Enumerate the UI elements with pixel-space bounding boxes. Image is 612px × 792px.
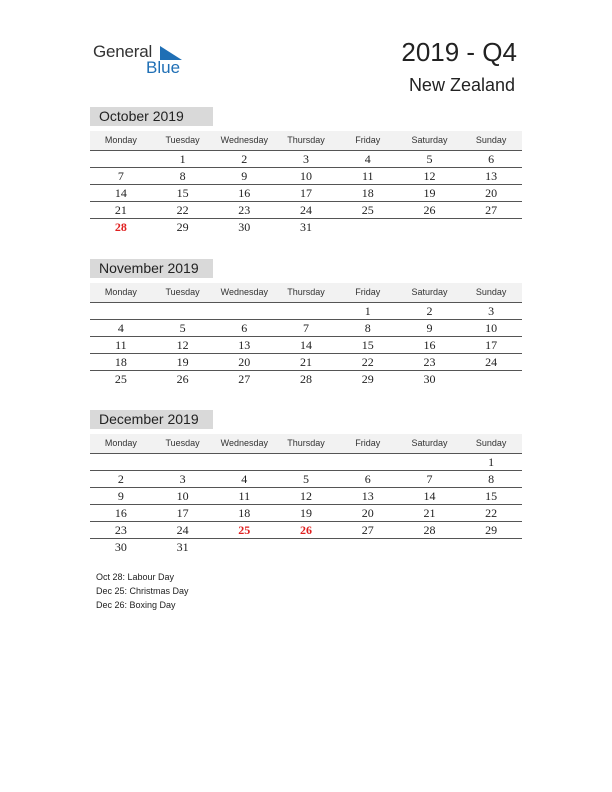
empty-day-cell <box>460 219 522 235</box>
empty-day-cell <box>90 303 152 319</box>
day-cell: 14 <box>423 489 436 503</box>
day-cell: 23 <box>423 355 436 369</box>
empty-day-cell <box>460 371 522 387</box>
day-cell: 19 <box>300 506 313 520</box>
day-cell: 18 <box>114 355 127 369</box>
weekday-label: Tuesday <box>165 287 200 297</box>
day-cell: 8 <box>488 472 495 486</box>
empty-day-cell <box>337 454 399 470</box>
day-cell: 21 <box>300 355 313 369</box>
month-december <box>90 410 522 555</box>
day-cell: 1 <box>488 455 495 469</box>
day-cell: 29 <box>176 220 189 234</box>
day-cell: 26 <box>423 203 436 217</box>
week-row <box>90 522 522 539</box>
holiday-day-cell: 26 <box>300 523 313 537</box>
day-cell: 17 <box>485 338 498 352</box>
day-cell: 2 <box>117 472 124 486</box>
day-cell: 16 <box>238 186 251 200</box>
day-cell: 15 <box>176 186 189 200</box>
weekday-label: Sunday <box>475 438 507 448</box>
day-cell: 18 <box>361 186 374 200</box>
day-cell: 12 <box>176 338 189 352</box>
weekday-label: Wednesday <box>220 287 268 297</box>
day-cell: 9 <box>426 321 433 335</box>
day-cell: 31 <box>176 540 189 554</box>
day-cell: 2 <box>241 152 248 166</box>
empty-day-cell <box>275 539 337 555</box>
week-row <box>90 168 522 185</box>
day-cell: 22 <box>361 355 374 369</box>
weekday-header <box>90 434 522 454</box>
day-cell: 5 <box>426 152 433 166</box>
day-cell: 29 <box>485 523 498 537</box>
empty-day-cell <box>152 454 214 470</box>
day-cell: 5 <box>179 321 186 335</box>
month-november <box>90 259 522 387</box>
week-row <box>90 219 522 235</box>
day-cell: 21 <box>423 506 436 520</box>
empty-day-cell <box>460 539 522 555</box>
month-october <box>90 107 522 235</box>
empty-day-cell <box>337 219 399 235</box>
day-cell: 25 <box>361 203 374 217</box>
day-cell: 6 <box>488 152 495 166</box>
day-cell: 14 <box>114 186 127 200</box>
day-cell: 8 <box>364 321 371 335</box>
day-cell: 6 <box>364 472 371 486</box>
empty-day-cell <box>90 454 152 470</box>
day-cell: 30 <box>423 372 436 386</box>
month-title: November 2019 <box>90 259 213 278</box>
logo-blue-text: Blue <box>146 58 181 77</box>
empty-day-cell <box>275 454 337 470</box>
logo-general-text: General <box>93 42 153 61</box>
page-title: 2019 - Q4 <box>401 37 517 67</box>
day-cell: 8 <box>179 169 186 183</box>
day-cell: 24 <box>485 355 498 369</box>
week-row <box>90 151 522 168</box>
empty-day-cell <box>213 539 275 555</box>
day-cell: 29 <box>361 372 374 386</box>
day-cell: 4 <box>117 321 124 335</box>
week-row <box>90 303 522 320</box>
weekday-label: Monday <box>104 135 137 145</box>
weekday-label: Thursday <box>287 438 325 448</box>
holiday-day-cell: 28 <box>114 220 127 234</box>
month-title: December 2019 <box>90 410 213 429</box>
day-cell: 27 <box>485 203 498 217</box>
day-cell: 11 <box>115 338 127 352</box>
day-cell: 15 <box>485 489 498 503</box>
weekday-label: Saturday <box>411 287 448 297</box>
day-cell: 31 <box>300 220 313 234</box>
day-cell: 7 <box>426 472 433 486</box>
month-grid <box>90 303 522 387</box>
week-row <box>90 454 522 471</box>
country-name: New Zealand <box>408 75 515 95</box>
day-cell: 12 <box>423 169 436 183</box>
day-cell: 30 <box>238 220 251 234</box>
day-cell: 13 <box>361 489 374 503</box>
empty-day-cell <box>399 539 461 555</box>
day-cell: 27 <box>361 523 374 537</box>
day-cell: 24 <box>176 523 189 537</box>
day-cell: 20 <box>361 506 374 520</box>
day-cell: 20 <box>238 355 251 369</box>
day-cell: 9 <box>117 489 124 503</box>
day-cell: 12 <box>300 489 313 503</box>
day-cell: 3 <box>179 472 186 486</box>
weekday-label: Monday <box>104 287 137 297</box>
day-cell: 20 <box>485 186 498 200</box>
week-row <box>90 471 522 488</box>
weekday-label: Friday <box>355 135 381 145</box>
day-cell: 17 <box>300 186 313 200</box>
day-cell: 10 <box>300 169 313 183</box>
holiday-note: Oct 28: Labour Day <box>96 572 175 582</box>
month-grid <box>90 454 522 555</box>
day-cell: 19 <box>176 355 189 369</box>
day-cell: 28 <box>300 372 313 386</box>
week-row <box>90 354 522 371</box>
day-cell: 3 <box>303 152 310 166</box>
generalblue-logo <box>93 42 193 78</box>
day-cell: 27 <box>238 372 251 386</box>
empty-day-cell <box>213 303 275 319</box>
day-cell: 7 <box>303 321 310 335</box>
weekday-label: Sunday <box>475 135 507 145</box>
day-cell: 13 <box>485 169 498 183</box>
weekday-label: Saturday <box>411 438 448 448</box>
weekday-header <box>90 131 522 151</box>
week-row <box>90 505 522 522</box>
weekday-label: Wednesday <box>220 135 268 145</box>
day-cell: 13 <box>238 338 251 352</box>
day-cell: 25 <box>114 372 127 386</box>
weekday-label: Saturday <box>411 135 448 145</box>
day-cell: 23 <box>238 203 251 217</box>
weekday-label: Friday <box>355 438 381 448</box>
day-cell: 5 <box>303 472 310 486</box>
holiday-note: Dec 25: Christmas Day <box>96 586 189 596</box>
weekday-label: Monday <box>104 438 137 448</box>
day-cell: 22 <box>176 203 189 217</box>
day-cell: 10 <box>176 489 189 503</box>
week-row <box>90 320 522 337</box>
holiday-day-cell: 25 <box>238 523 251 537</box>
weekday-label: Friday <box>355 287 381 297</box>
month-grid <box>90 151 522 235</box>
empty-day-cell <box>90 151 152 167</box>
day-cell: 15 <box>361 338 374 352</box>
day-cell: 4 <box>364 152 371 166</box>
month-title: October 2019 <box>90 107 213 126</box>
empty-day-cell <box>399 454 461 470</box>
day-cell: 28 <box>423 523 436 537</box>
weekday-label: Sunday <box>475 287 507 297</box>
day-cell: 1 <box>179 152 186 166</box>
empty-day-cell <box>399 219 461 235</box>
week-row <box>90 371 522 387</box>
day-cell: 2 <box>426 304 433 318</box>
week-row <box>90 337 522 354</box>
empty-day-cell <box>213 454 275 470</box>
day-cell: 16 <box>423 338 436 352</box>
day-cell: 11 <box>238 489 251 503</box>
day-cell: 19 <box>423 186 436 200</box>
day-cell: 23 <box>114 523 127 537</box>
day-cell: 30 <box>114 540 127 554</box>
weekday-label: Thursday <box>287 287 325 297</box>
day-cell: 10 <box>485 321 498 335</box>
weekday-label: Thursday <box>287 135 325 145</box>
week-row <box>90 488 522 505</box>
day-cell: 26 <box>176 372 189 386</box>
weekday-label: Tuesday <box>165 135 200 145</box>
empty-day-cell <box>337 539 399 555</box>
day-cell: 7 <box>117 169 124 183</box>
day-cell: 9 <box>241 169 248 183</box>
day-cell: 6 <box>241 321 248 335</box>
day-cell: 4 <box>241 472 248 486</box>
day-cell: 17 <box>176 506 189 520</box>
week-row <box>90 185 522 202</box>
weekday-label: Tuesday <box>165 438 200 448</box>
holiday-note: Dec 26: Boxing Day <box>96 600 176 610</box>
weekday-label: Wednesday <box>220 438 268 448</box>
day-cell: 14 <box>300 338 313 352</box>
day-cell: 18 <box>238 506 251 520</box>
day-cell: 16 <box>114 506 127 520</box>
day-cell: 21 <box>114 203 127 217</box>
empty-day-cell <box>152 303 214 319</box>
day-cell: 3 <box>488 304 495 318</box>
day-cell: 22 <box>485 506 498 520</box>
day-cell: 24 <box>300 203 313 217</box>
weekday-header <box>90 283 522 303</box>
day-cell: 1 <box>364 304 371 318</box>
week-row <box>90 539 522 555</box>
day-cell: 11 <box>361 169 374 183</box>
empty-day-cell <box>275 303 337 319</box>
week-row <box>90 202 522 219</box>
holiday-notes <box>96 570 189 612</box>
